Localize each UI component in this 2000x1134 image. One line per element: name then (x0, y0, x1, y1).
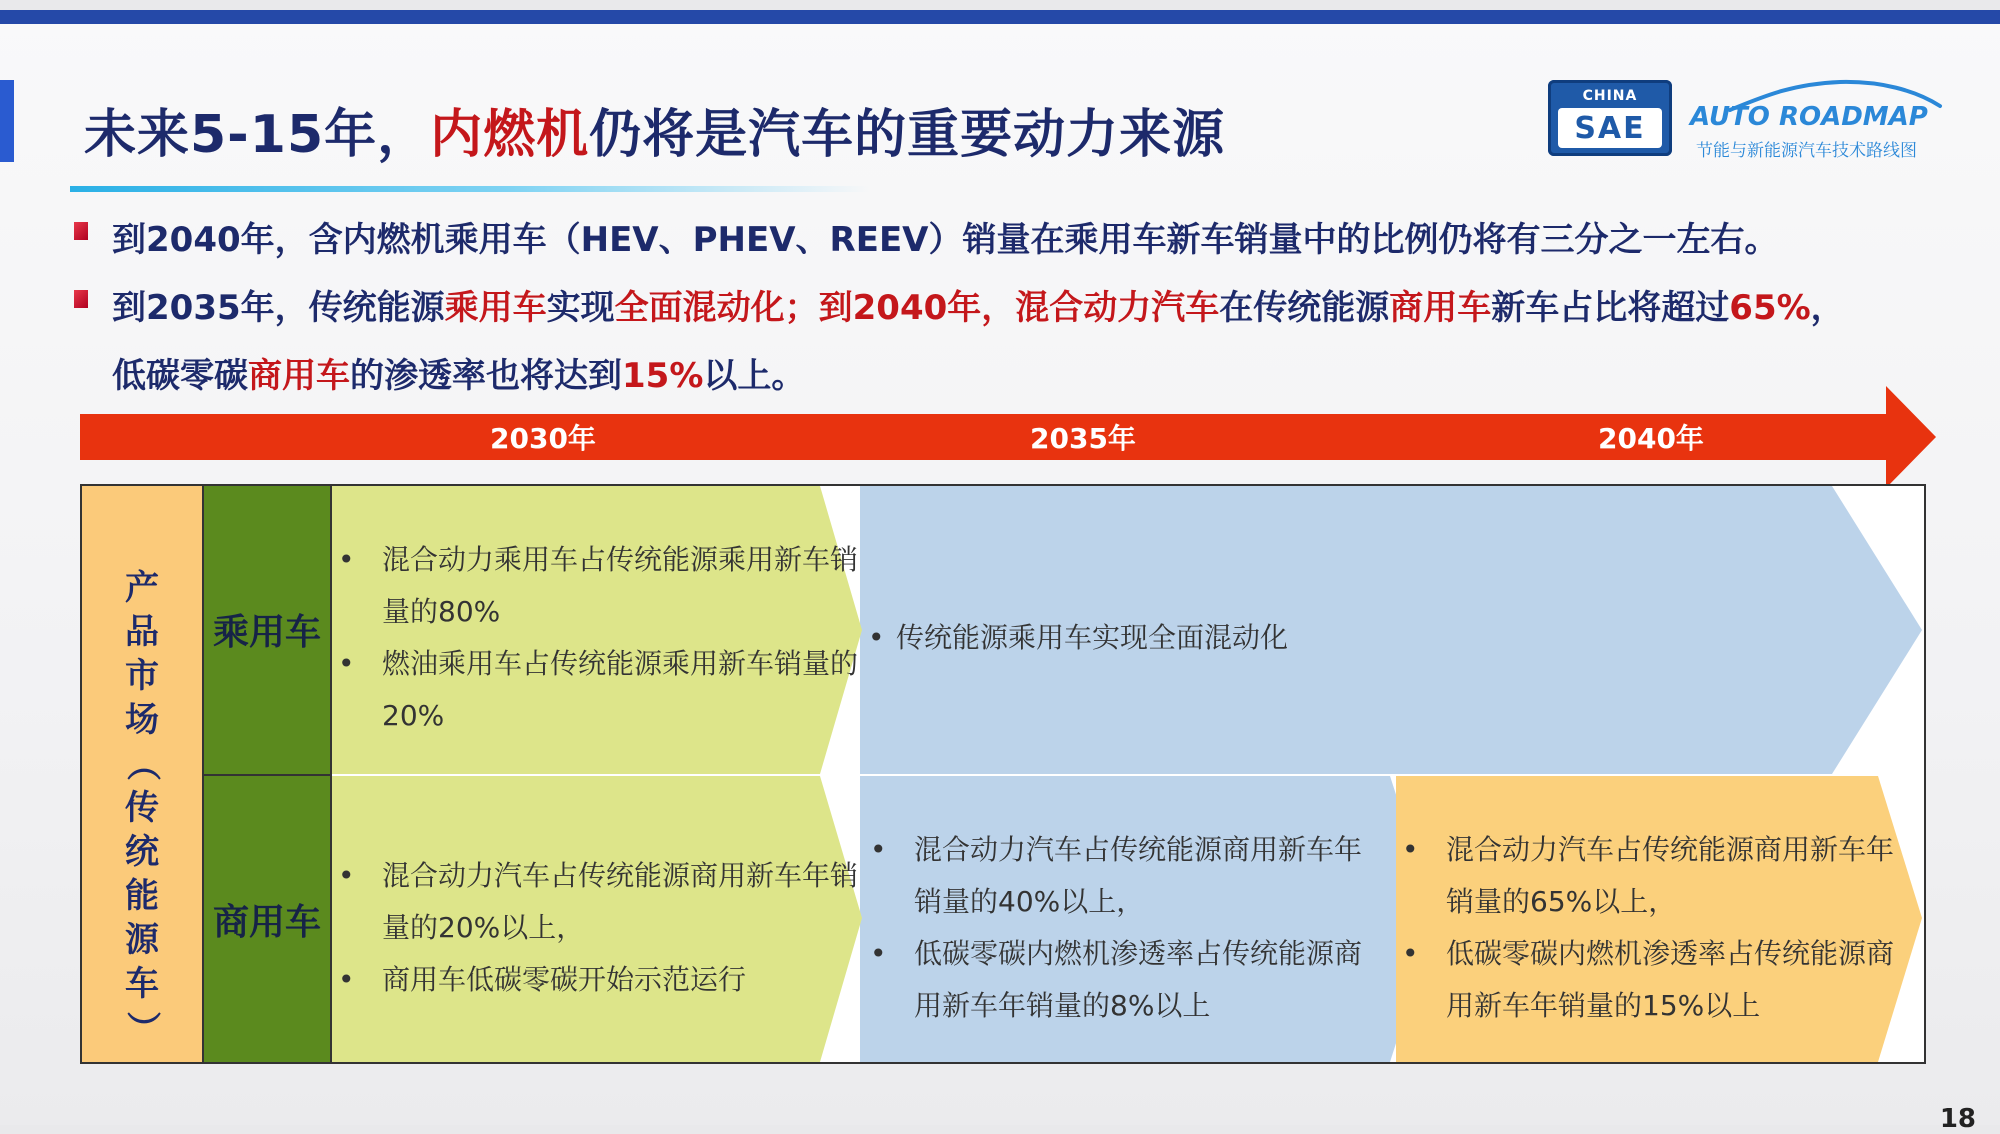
commercial-2030-text (332, 850, 862, 1006)
logo-sae-box (1558, 108, 1662, 148)
highlight-segment: 15% (622, 356, 704, 396)
list-item: • 混合动力乘用车占传统能源乘用新车销量的80% (332, 534, 862, 638)
market-header-glyph: 源 (125, 920, 159, 960)
china-sae-logo (1548, 80, 1672, 156)
commercial-2035-text (864, 824, 1384, 1032)
text-segment: 的渗透率也将达到 (350, 356, 622, 396)
highlight-segment: 商用车 (1389, 288, 1492, 328)
text-segment: 低碳零碳 (112, 356, 248, 396)
market-header-glyph: 能 (125, 876, 159, 916)
list-item: • 低碳零碳内燃机渗透率占传统能源商用新车年销量的8%以上 (864, 928, 1384, 1032)
list-item: • 混合动力汽车占传统能源商用新车年销量的65%以上， (1396, 824, 1916, 928)
list-item: • 传统能源乘用车实现全面混动化 (862, 612, 1762, 664)
commercial-vehicle-label: 商用车 (212, 902, 321, 943)
text-segment: ， (1810, 288, 1845, 328)
highlight-segment: 全面混动化；到2040年，混合动力汽车 (614, 288, 1220, 328)
commercial-2040-text (1396, 824, 1916, 1032)
highlight-segment: 乘用车 (444, 288, 547, 328)
market-header-glyph: 市 (125, 656, 159, 696)
market-header-glyph: 场 (125, 700, 159, 740)
market-header-glyph: ） (122, 1011, 162, 1045)
year-label-2040: 2040年 (1598, 422, 1704, 455)
market-header-cell (82, 486, 202, 1062)
passenger-2035-2040-text (862, 612, 1762, 664)
text-segment: 实现 (546, 288, 615, 328)
bullet-marker-1 (74, 222, 88, 240)
market-header-glyph: 传 (125, 788, 159, 828)
logo-sae-text: SAE (1574, 111, 1646, 146)
market-header-glyph: 车 (125, 964, 159, 1004)
passenger-car-label: 乘用车 (212, 612, 321, 653)
market-header-glyph: 统 (125, 832, 159, 872)
row-divider (204, 774, 332, 776)
logo-subtitle-text: 节能与新能源汽车技术路线图 (1696, 141, 1917, 161)
text-segment: 以上。 (703, 356, 806, 396)
title-text-1: 未来5-15年， (84, 105, 431, 165)
top-border (0, 10, 2000, 24)
text-segment: 新车占比将超过 (1491, 288, 1730, 328)
year-label-2030: 2030年 (490, 422, 596, 455)
highlight-segment: 65% (1729, 288, 1811, 328)
bullet-line-1: 到2040年，含内燃机乘用车（HEV、PHEV、REEV）销量在乘用车新车销量中的比例仍将有三分之一左右。 (112, 220, 1779, 260)
list-item: • 混合动力汽车占传统能源商用新车年销量的20%以上， (332, 850, 862, 954)
left-accent-bar (0, 80, 14, 162)
list-item: • 燃油乘用车占传统能源乘用新车销量的20% (332, 638, 862, 742)
title-text-2: 仍将是汽车的重要动力来源 (589, 105, 1226, 165)
market-header-text (82, 566, 202, 1050)
bullet-marker-2 (74, 290, 88, 308)
highlight-segment: 商用车 (248, 356, 350, 396)
list-item: • 低碳零碳内燃机渗透率占传统能源商用新车年销量的15%以上 (1396, 928, 1916, 1032)
slide (0, 10, 2000, 1134)
slide-title (84, 92, 1225, 167)
title-underline (70, 186, 870, 192)
text-segment: 在传统能源 (1219, 288, 1390, 328)
auto-roadmap-logo (1690, 76, 1950, 166)
text-segment: 到2035年，传统能源 (112, 288, 445, 328)
year-label-2035: 2035年 (1030, 422, 1136, 455)
passenger-car-cell (204, 486, 330, 774)
commercial-vehicle-cell (204, 776, 330, 1062)
page-number: 18 (1939, 1104, 1976, 1134)
list-item: • 混合动力汽车占传统能源商用新车年销量的40%以上， (864, 824, 1384, 928)
list-item: • 商用车低碳零碳开始示范运行 (332, 954, 862, 1006)
logo-brand-text: AUTO ROADMAP (1690, 102, 1928, 132)
passenger-2030-text (332, 534, 862, 742)
title-text-highlight: 内燃机 (430, 105, 590, 165)
market-header-glyph: 品 (125, 612, 159, 652)
bullet-line-2 (112, 280, 1845, 329)
market-header-glyph: 产 (125, 568, 159, 608)
logo-china-text: CHINA (1582, 88, 1638, 104)
market-header-glyph: （ (122, 747, 162, 781)
